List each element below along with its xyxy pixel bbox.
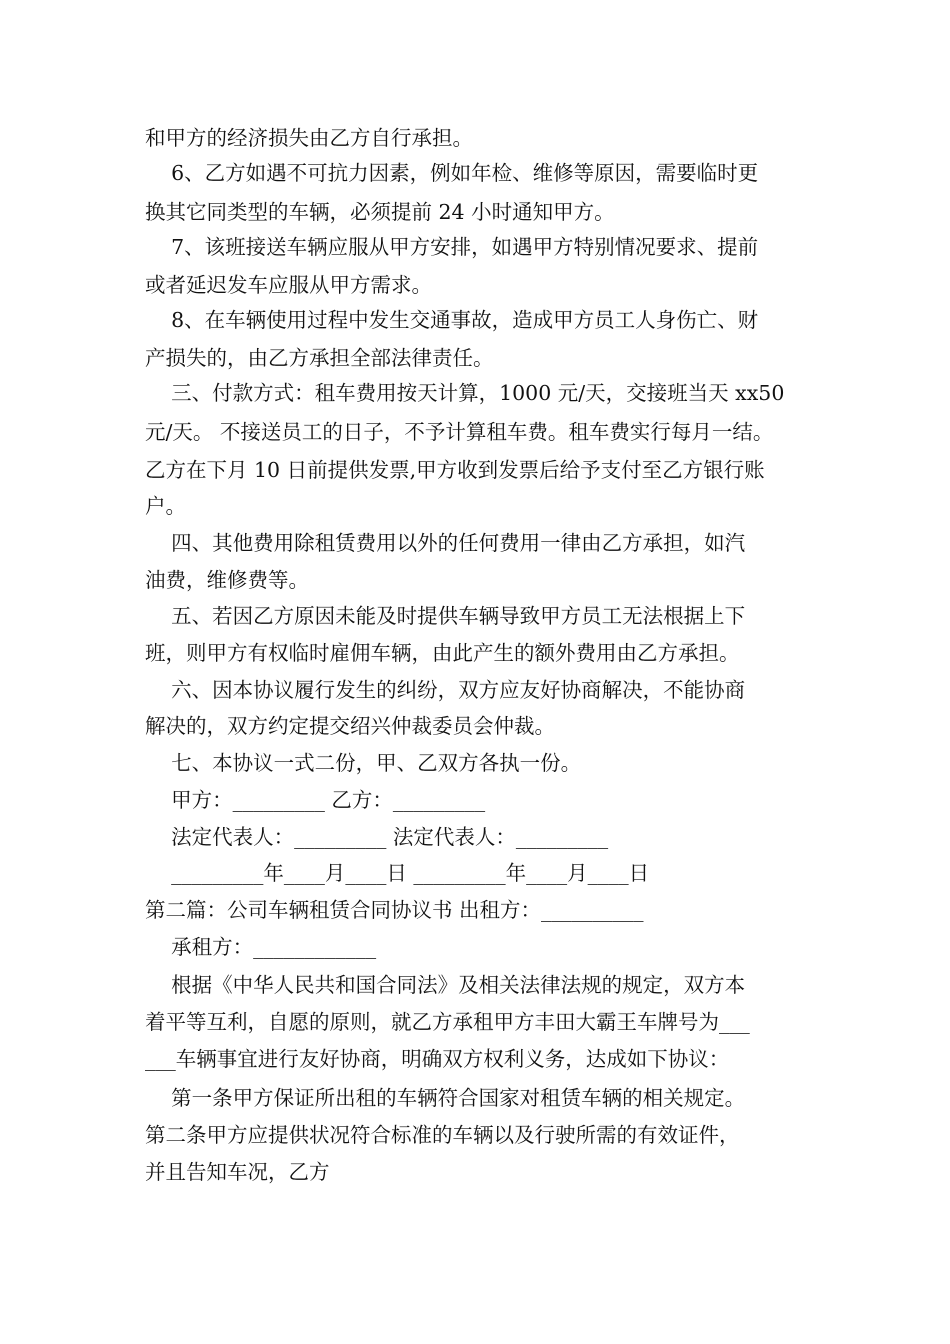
text-line: 七、本协议一式二份，甲、乙双方各执一份。 [145,751,582,775]
text-line: 五、若因乙方原因未能及时提供车辆导致甲方员工无法根据上下 [145,604,746,628]
text-line: 或者延迟发车应服从甲方需求。 [145,273,432,297]
text-line: 承租方：____________ [145,935,377,959]
text-line: 着平等互利，自愿的原则，就乙方承租甲方丰田大霸王车牌号为___ [145,1010,750,1034]
text-line: 油费，维修费等。 [145,568,309,592]
signature-line-representatives: 法定代表人：_________ 法定代表人：_________ [145,825,609,849]
text-line: 乙方在下月 10 日前提供发票,甲方收到发票后给予支付至乙方银行账 [145,458,765,482]
text-line: 第一条甲方保证所出租的车辆符合国家对租赁车辆的相关规定。 [145,1086,746,1110]
text-line: 四、其他费用除租赁费用以外的任何费用一律由乙方承担，如汽 [145,531,746,555]
signature-line-dates: _________年____月____日 _________年____月____日 [145,861,650,885]
text-line: 班，则甲方有权临时雇佣车辆，由此产生的额外费用由乙方承担。 [145,641,740,665]
text-line: 六、因本协议履行发生的纠纷，双方应友好协商解决，不能协商 [145,678,746,702]
text-line: 根据《中华人民共和国合同法》及相关法律法规的规定，双方本 [145,973,746,997]
section-heading: 第二篇：公司车辆租赁合同协议书 出租方：__________ [145,898,644,922]
signature-line-parties: 甲方：_________ 乙方：_________ [145,788,486,812]
text-line: 6、乙方如遇不可抗力因素，例如年检、维修等原因，需要临时更 [145,161,759,185]
text-line: 8、在车辆使用过程中发生交通事故，造成甲方员工人身伤亡、财 [145,308,759,332]
text-line: 三、付款方式：租车费用按天计算，1000 元/天，交接班当天 xx50 [145,381,785,405]
text-line: 第二条甲方应提供状况符合标准的车辆以及行驶所需的有效证件， [145,1123,740,1147]
text-line: 解决的，双方约定提交绍兴仲裁委员会仲裁。 [145,714,555,738]
text-line: 换其它同类型的车辆，必须提前 24 小时通知甲方。 [145,200,615,224]
text-line: 元/天。 不接送员工的日子，不予计算租车费。租车费实行每月一结。 [145,420,774,444]
text-line: 户。 [145,494,186,518]
text-line: 并且告知车况，乙方 [145,1160,330,1184]
text-line: 7、该班接送车辆应服从甲方安排，如遇甲方特别情况要求、提前 [145,235,759,259]
text-line: 产损失的，由乙方承担全部法律责任。 [145,346,494,370]
text-line: ___车辆事宜进行友好协商，明确双方权利义务，达成如下协议： [145,1047,730,1071]
text-line: 和甲方的经济损失由乙方自行承担。 [145,126,473,150]
